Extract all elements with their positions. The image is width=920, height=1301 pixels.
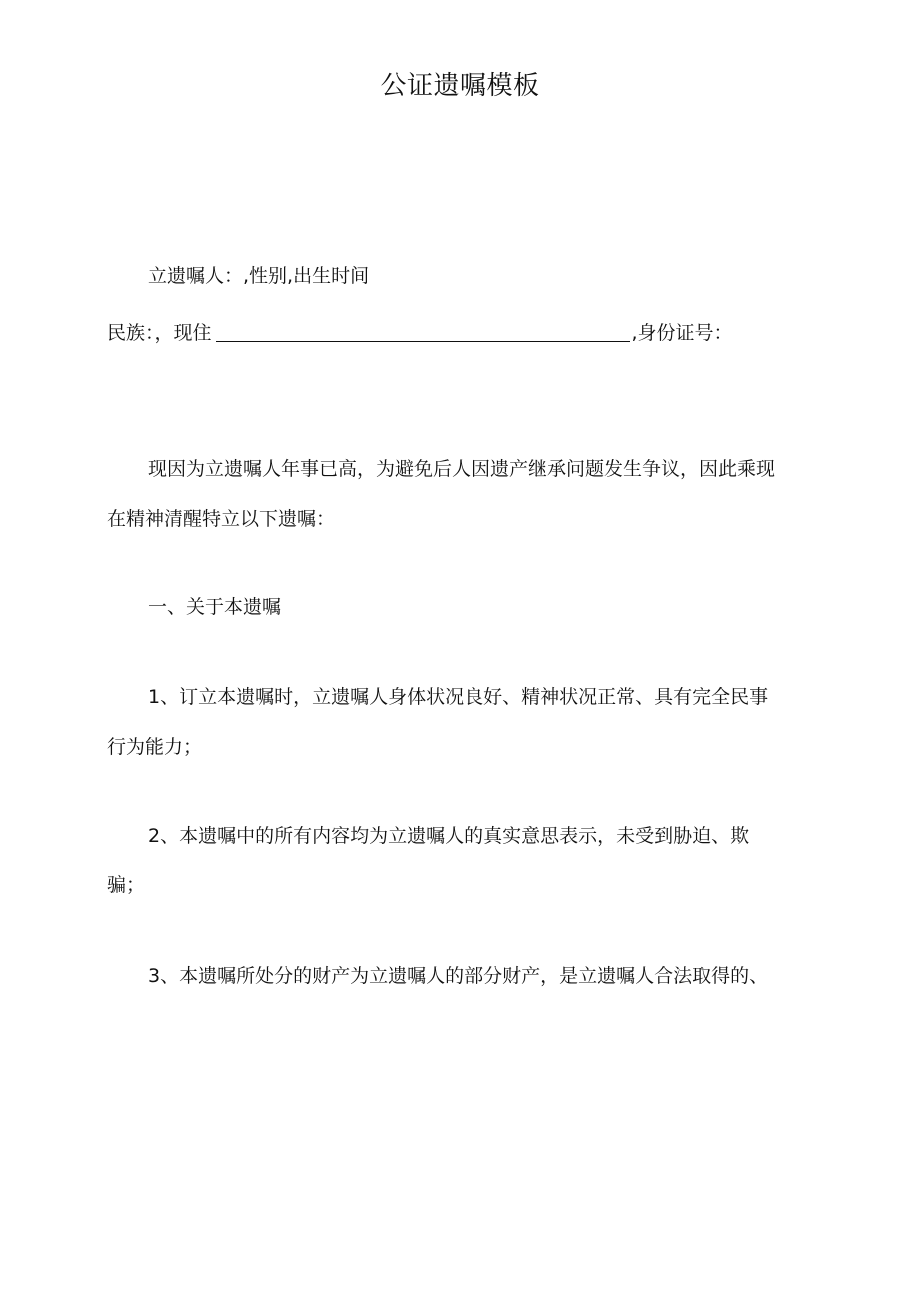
item-3-line-1: 3、本遗嘱所处分的财产为立遗嘱人的部分财产，是立遗嘱人合法取得的、: [148, 965, 769, 987]
address-blank-field: [216, 321, 630, 342]
ethnicity-address-label: 民族：，现住: [107, 322, 212, 344]
ethnicity-address-line: [107, 319, 733, 347]
id-number-label: ,身份证号：: [631, 322, 733, 344]
testator-line: 立遗嘱人：,性别,出生时间: [148, 265, 370, 287]
intro-paragraph-line-2: 在精神清醒特立以下遗嘱：: [107, 508, 336, 530]
document-title: 公证遗嘱模板: [380, 71, 540, 101]
item-2-line-1: 2、本遗嘱中的所有内容均为立遗嘱人的真实意思表示，未受到胁迫、欺: [148, 825, 750, 847]
section-1-heading: 一、关于本遗嘱: [148, 596, 282, 618]
item-1-line-2: 行为能力；: [107, 736, 203, 758]
item-2-line-2: 骗；: [107, 874, 146, 896]
item-1-line-1: 1、订立本遗嘱时，立遗嘱人身体状况良好、精神状况正常、具有完全民事: [148, 686, 769, 708]
intro-paragraph-line-1: 现因为立遗嘱人年事已高，为避免后人因遗产继承问题发生争议，因此乘现: [148, 458, 776, 480]
